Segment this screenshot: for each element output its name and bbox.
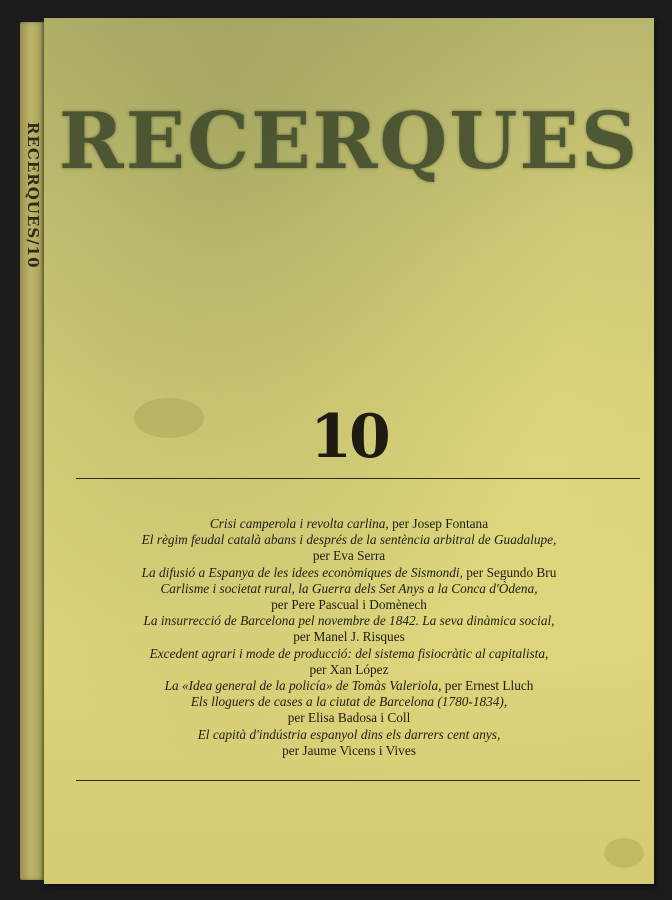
top-divider <box>76 478 640 479</box>
article-title: La insurrecció de Barcelona pel novembre de 1842. La seva dinàmica social, <box>143 613 555 629</box>
contents-line <box>74 662 624 678</box>
contents-line <box>74 548 624 564</box>
contents-line <box>74 581 624 597</box>
article-title: El règim feudal català abans i després de la sentència arbitral de Guadalupe, <box>141 532 557 548</box>
bottom-divider <box>76 780 640 781</box>
contents-line <box>74 629 624 645</box>
article-title: La «Idea general de la policía» de Tomàs Valeriola, <box>164 678 442 694</box>
article-title: Excedent agrari i mode de producció: del sistema fisiocràtic al capitalista, <box>149 645 549 661</box>
contents-line <box>74 694 624 710</box>
article-author: per Elisa Badosa i Coll <box>287 710 411 726</box>
contents-line <box>74 532 624 548</box>
contents-line <box>74 727 624 743</box>
article-title: Crisi camperola i revolta carlina, <box>209 516 389 531</box>
article-title: Carlisme i societat rural, la Guerra dels Set Anys a la Conca d'Òdena, <box>160 580 538 596</box>
contents-line <box>74 613 624 629</box>
article-author: per Josep Fontana <box>388 516 489 531</box>
issue-number: 10 <box>310 402 388 472</box>
article-title: La difusió a Espanya de les idees econòmiques de Sismondi, <box>141 564 463 580</box>
contents-line <box>74 743 624 759</box>
article-title: Els lloguers de cases a la ciutat de Barcelona (1780-1834), <box>190 694 508 710</box>
journal-title: RECERQUES <box>58 96 640 187</box>
article-author: per Manel J. Risques <box>293 629 405 645</box>
article-author: per Jaume Vicens i Vives <box>282 742 416 758</box>
book-spine <box>20 22 44 880</box>
article-author: per Ernest Lluch <box>441 678 534 694</box>
contents-line <box>74 516 624 532</box>
article-author: per Segundo Bru <box>462 564 557 580</box>
contents-line <box>74 646 624 662</box>
book <box>20 18 654 884</box>
book-cover <box>44 18 654 884</box>
table-of-contents <box>74 516 624 759</box>
spine-title: RECERQUES/10 <box>24 122 42 269</box>
cover-stain <box>604 838 644 868</box>
contents-line <box>74 678 624 694</box>
contents-line <box>74 710 624 726</box>
contents-line <box>74 597 624 613</box>
contents-line <box>74 565 624 581</box>
article-author: per Pere Pascual i Domènech <box>271 597 427 613</box>
article-author: per Eva Serra <box>312 548 386 564</box>
article-author: per Xan López <box>309 661 389 677</box>
article-title: El capità d'indústria espanyol dins els darrers cent anys, <box>197 726 501 742</box>
